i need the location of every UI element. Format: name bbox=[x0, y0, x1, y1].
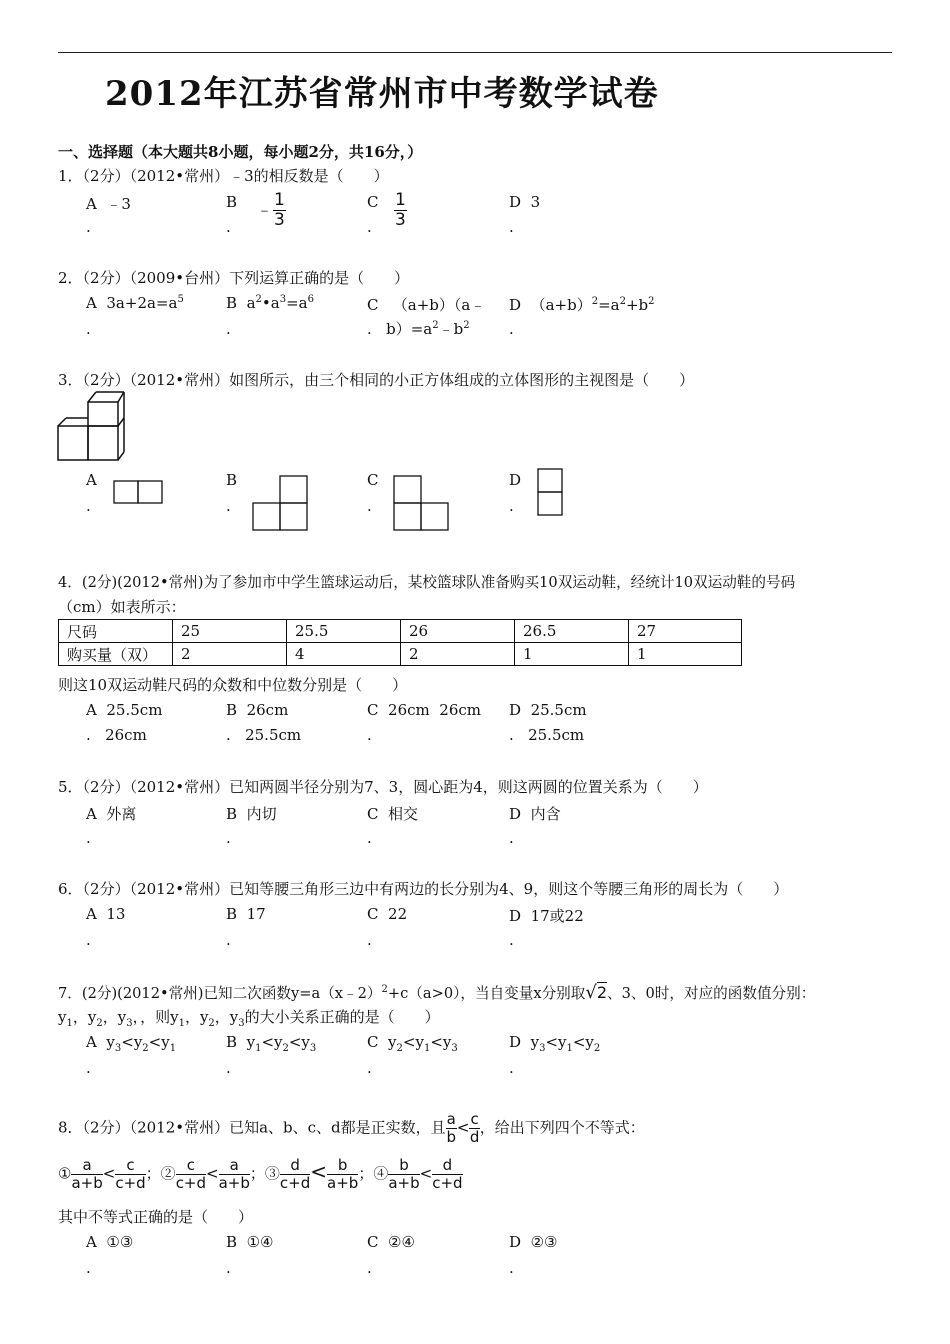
shoe-size-table bbox=[58, 619, 742, 666]
option-a[interactable]: A 25.5cm bbox=[86, 701, 163, 719]
option-dot: . bbox=[226, 1059, 231, 1077]
table-cell: 26 bbox=[401, 620, 515, 643]
option-b[interactable]: B 26cm bbox=[226, 701, 289, 719]
option-dot: . bbox=[367, 829, 372, 847]
option-dot: . bbox=[367, 1059, 372, 1077]
option-dot: . bbox=[226, 1259, 231, 1277]
option-b[interactable]: B $a^2•a^3=a^6$ bbox=[226, 294, 314, 312]
option-a[interactable]: A ﹣3 bbox=[86, 195, 131, 213]
option-dot: . bbox=[86, 829, 91, 847]
option-c[interactable]: C bbox=[367, 193, 379, 211]
table-row bbox=[59, 643, 742, 666]
option-a-line2: . 26cm bbox=[86, 726, 147, 744]
option-dot: . bbox=[509, 1259, 514, 1277]
option-d[interactable]: D 17或22 bbox=[509, 907, 584, 925]
solid-figure bbox=[56, 390, 128, 464]
option-dot: . bbox=[86, 931, 91, 949]
option-b[interactable]: B $y_1<y_2<y_3$ bbox=[226, 1033, 317, 1054]
option-dot: . bbox=[509, 320, 514, 338]
question-2-stem: 2．（2分）（2009•台州）下列运算正确的是（ ） bbox=[58, 269, 410, 287]
option-dot: . bbox=[226, 320, 231, 338]
sqrt-symbol: √ bbox=[585, 982, 597, 1003]
inequalities-line: ① $\frac{a}{a+b}$ < $\frac{c}{c+d}$ ；② $\frac{c}{c+d}$ < $\frac{a}{a+b}$ ；③ $\frac{d}{c+d}$ < $\frac{b}{a+b}$ ；④ $\frac{b}{a+b}$ < $\frac{d}{c+d}$ bbox=[58, 1156, 463, 1192]
option-a[interactable]: A $y_3<y_2<y_1$ bbox=[86, 1033, 177, 1054]
view-c[interactable] bbox=[393, 475, 449, 531]
option-c[interactable]: C ②④ bbox=[367, 1233, 415, 1251]
view-d[interactable] bbox=[537, 468, 563, 516]
option-dot: . bbox=[226, 931, 231, 949]
question-1-stem: 1．（2分）（2012•常州）﹣3的相反数是（ ） bbox=[58, 167, 389, 185]
table-cell: 2 bbox=[401, 643, 515, 666]
top-rule bbox=[58, 52, 892, 53]
option-a[interactable]: A bbox=[86, 471, 97, 489]
option-c[interactable]: C bbox=[367, 471, 379, 489]
question-3-stem: 3．（2分）（2012•常州）如图所示，由三个相同的小正方体组成的立体图形的主视图是（ ） bbox=[58, 371, 695, 389]
option-dot: . bbox=[86, 1259, 91, 1277]
option-dot: . bbox=[86, 1059, 91, 1077]
option-dot: . bbox=[367, 497, 372, 515]
option-dot: . bbox=[509, 218, 514, 236]
option-d[interactable]: D 内含 bbox=[509, 805, 561, 823]
option-a[interactable]: A 外离 bbox=[86, 805, 137, 823]
option-b[interactable]: B 17 bbox=[226, 905, 266, 923]
view-a[interactable] bbox=[113, 480, 163, 504]
option-dot: . bbox=[367, 218, 372, 236]
option-dot: . bbox=[226, 497, 231, 515]
option-d[interactable]: D 25.5cm bbox=[509, 701, 587, 719]
table-cell: 尺码 bbox=[59, 620, 173, 643]
option-b[interactable]: B ①④ bbox=[226, 1233, 274, 1251]
option-c[interactable]: C 26cm 26cm bbox=[367, 701, 481, 719]
option-d[interactable]: D 3 bbox=[509, 193, 541, 211]
option-a[interactable]: A 13 bbox=[86, 905, 126, 923]
table-cell: 1 bbox=[515, 643, 629, 666]
question-4-stem: 4．(2分)(2012•常州)为了参加市中学生篮球运动后，某校篮球队准备购买10双运动鞋，经统计10双运动鞋的号码 bbox=[58, 574, 796, 591]
question-7-stem: 7．(2分)(2012•常州)已知二次函数y=a（x﹣2）$^2$+c（a>0），当自变量x分别取√2、3、0时，对应的函数值分别： bbox=[58, 982, 816, 1003]
table-cell: 4 bbox=[287, 643, 401, 666]
option-dot: . bbox=[367, 726, 372, 744]
option-dot: . bbox=[509, 1059, 514, 1077]
table-cell: 2 bbox=[173, 643, 287, 666]
option-d[interactable]: D ②③ bbox=[509, 1233, 558, 1251]
table-cell: 25.5 bbox=[287, 620, 401, 643]
option-dot: . bbox=[509, 829, 514, 847]
table-cell: 25 bbox=[173, 620, 287, 643]
question-4-prompt: 则这10双运动鞋尺码的众数和中位数分别是（ ） bbox=[58, 676, 408, 694]
table-row bbox=[59, 620, 742, 643]
option-d-line2: . 25.5cm bbox=[509, 726, 585, 744]
option-b[interactable]: B bbox=[226, 471, 238, 489]
option-dot: . bbox=[509, 497, 514, 515]
page-title: 2012年江苏省常州市中考数学试卷 bbox=[105, 74, 659, 114]
option-dot: . bbox=[86, 320, 91, 338]
option-c[interactable]: C $y_2<y_1<y_3$ bbox=[367, 1033, 458, 1054]
option-b-line2: . 25.5cm bbox=[226, 726, 302, 744]
option-d[interactable]: D bbox=[509, 471, 522, 489]
option-c[interactable]: C （a+b）（a﹣ bbox=[367, 296, 486, 314]
view-b[interactable] bbox=[252, 475, 308, 531]
option-dot: . bbox=[509, 931, 514, 949]
option-dot: . bbox=[86, 497, 91, 515]
question-5-stem: 5．（2分）（2012•常州）已知两圆半径分别为7、3，圆心距为4，则这两圆的位置关系为（ ） bbox=[58, 778, 708, 796]
table-cell: 购买量（双） bbox=[59, 643, 173, 666]
option-b-value: ﹣ $\frac{1}{3}$ bbox=[256, 190, 285, 230]
option-c-value: $\frac{1}{3}$ bbox=[395, 190, 406, 230]
table-cell: 27 bbox=[629, 620, 742, 643]
question-6-stem: 6．（2分）（2012•常州）已知等腰三角形三边中有两边的长分别为4、9，则这个等腰三角形的周长为（ ） bbox=[58, 880, 789, 898]
option-c[interactable]: C 相交 bbox=[367, 805, 419, 823]
option-dot: . bbox=[226, 218, 231, 236]
table-cell: 26.5 bbox=[515, 620, 629, 643]
option-dot: . bbox=[86, 218, 91, 236]
option-b[interactable]: B 内切 bbox=[226, 805, 277, 823]
option-dot: . bbox=[226, 829, 231, 847]
option-a[interactable]: A ①③ bbox=[86, 1233, 134, 1251]
option-d[interactable]: D $(a+b)^2=a^2+b^2$ bbox=[509, 296, 655, 314]
question-8-stem: 8．（2分）（2012•常州）已知a、b、c、d都是正实数，且 $\frac{a}{b}$ < $\frac{c}{d}$ ，给出下列四个不等式： bbox=[58, 1110, 645, 1146]
option-a[interactable]: A $3a+2a=a^5$ bbox=[86, 294, 184, 312]
section-heading: 一、选择题（本大题共8小题，每小题2分，共16分，） bbox=[58, 143, 423, 161]
option-dot: . bbox=[367, 931, 372, 949]
question-7-stem-2: $y_1$，$y_2$，$y_3$，，则$y_1$，$y_2$，$y_3$的大小关系正确的是（ ） bbox=[58, 1008, 440, 1029]
question-8-prompt: 其中不等式正确的是（ ） bbox=[58, 1208, 254, 1226]
option-dot: . bbox=[367, 1259, 372, 1277]
table-cell: 1 bbox=[629, 643, 742, 666]
option-b[interactable]: B bbox=[226, 193, 238, 211]
option-c-line2: . $b)=a^2﹣b^2$ bbox=[367, 320, 470, 338]
option-d[interactable]: D $y_3<y_1<y_2$ bbox=[509, 1033, 601, 1054]
option-c[interactable]: C 22 bbox=[367, 905, 408, 923]
question-4-stem-2: （cm）如表所示： bbox=[58, 598, 186, 616]
